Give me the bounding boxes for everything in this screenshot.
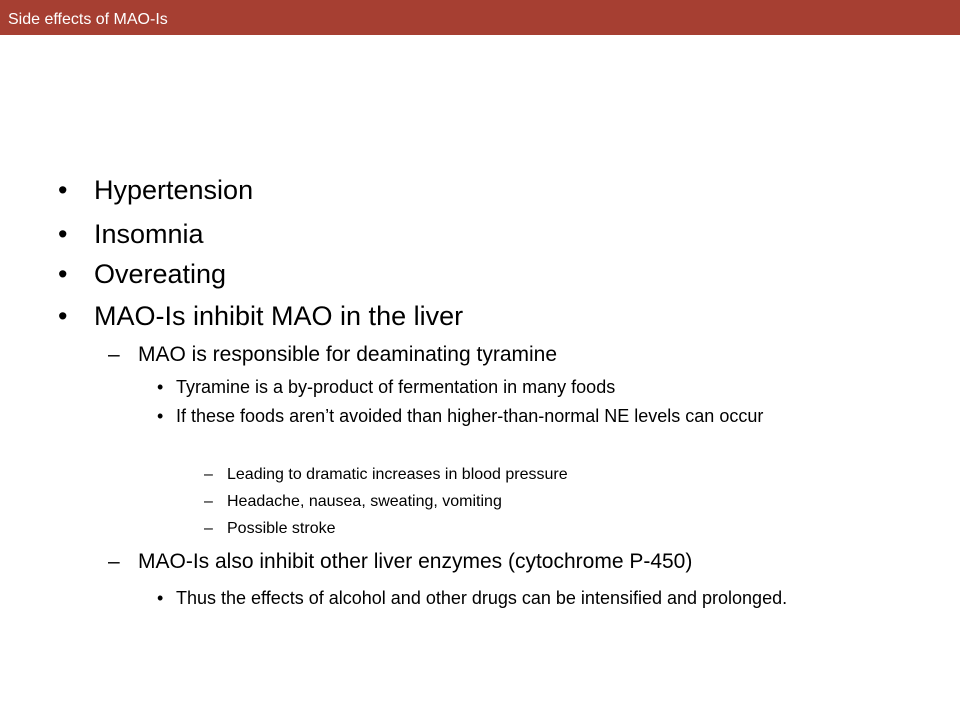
dash-marker: – (204, 466, 213, 483)
bullet-item-hypertension: Hypertension (94, 175, 254, 205)
detail-item-blood-pressure: Leading to dramatic increases in blood pressure (227, 466, 568, 483)
sub-sub-item-tyramine: Tyramine is a by-product of fermentation in many foods (176, 377, 616, 397)
sub-item-deaminating: MAO is responsible for deaminating tyramine (138, 343, 558, 366)
bullet-marker: • (58, 301, 68, 331)
bullet-item-insomnia: Insomnia (94, 219, 204, 249)
bullet-marker: • (58, 175, 68, 205)
title-bar (0, 0, 960, 35)
dash-marker: – (204, 520, 213, 537)
dash-marker: – (204, 493, 213, 510)
sub-sub-item-foods: If these foods aren’t avoided than higher-than-normal NE levels can occur (176, 406, 764, 426)
bullet-item-mao-liver: MAO-Is inhibit MAO in the liver (94, 301, 464, 331)
bullet-item-overeating: Overeating (94, 259, 227, 289)
bullet-marker: • (157, 588, 164, 608)
slide-title: Side effects of MAO-Is (8, 11, 168, 28)
bullet-marker: • (58, 259, 68, 289)
dash-marker: – (108, 343, 120, 366)
sub-item-cytochrome: MAO-Is also inhibit other liver enzymes (cytochrome P-450) (138, 550, 693, 573)
detail-item-headache: Headache, nausea, sweating, vomiting (227, 493, 502, 510)
dash-marker: – (108, 550, 120, 573)
bullet-marker: • (157, 377, 164, 397)
bullet-marker: • (157, 406, 164, 426)
detail-item-stroke: Possible stroke (227, 520, 336, 537)
sub-sub-item-alcohol: Thus the effects of alcohol and other drugs can be intensified and prolonged. (176, 588, 788, 608)
bullet-marker: • (58, 219, 68, 249)
